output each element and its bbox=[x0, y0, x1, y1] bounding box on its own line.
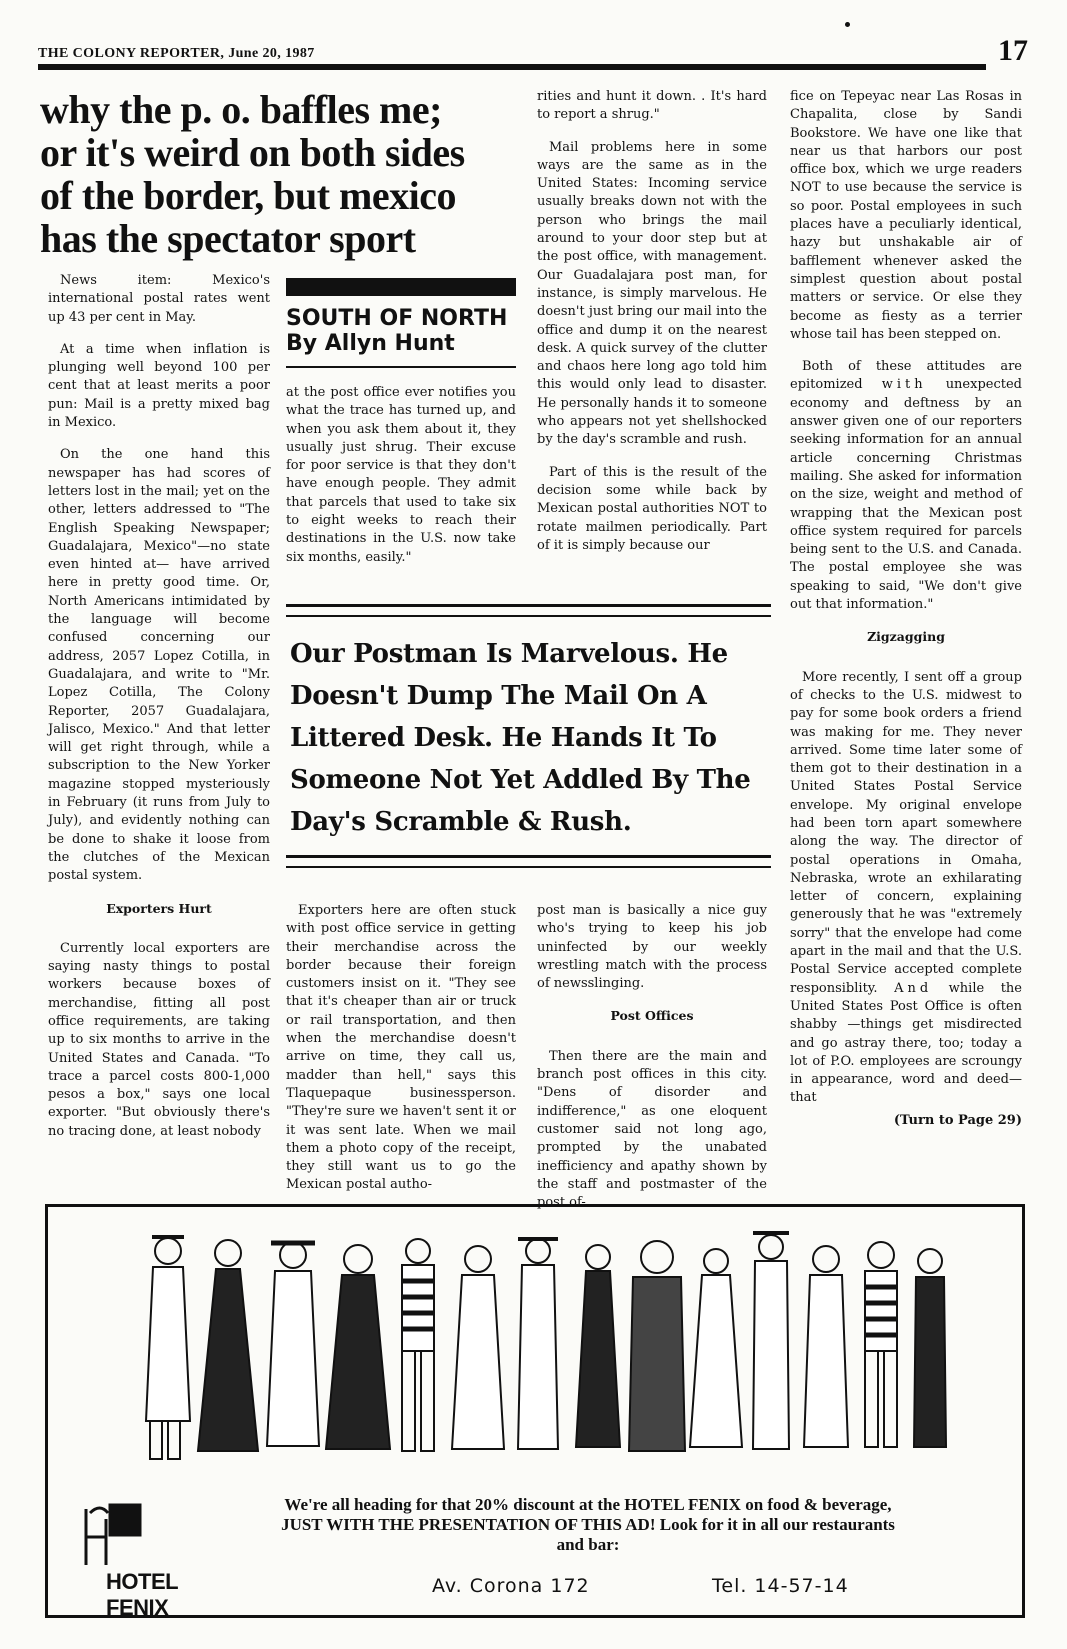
paragraph: At a time when inflation is plunging well beyond 100 per cent that at least merits a poor pun: Mail is a pretty mixed bag in Mexico. bbox=[48, 341, 270, 431]
article-column-2 bbox=[286, 384, 516, 581]
article-column-1 bbox=[48, 272, 270, 1155]
text-run: with bbox=[881, 377, 927, 393]
ad-copy-line: JUST WITH THE PRESENTATION OF THIS AD! Look for it in all our restaurants bbox=[281, 1515, 895, 1534]
paragraph: Mail problems here in some ways are the same as in the United States: Incoming service usually breaks down not with the person who brings the mail around to your door step but at the post office, with management. Our Guadalajara post man, for instance, is simply marvelous. He doesn't just bring our mail into the office and dump it on the nearest desk. A quick survey of the clutter and chaos here long ago told him this would only lead to disaster. He personally hands it to someone who appears not yet shellshocked by the day's scramble and rush. bbox=[537, 139, 767, 448]
paragraph: rities and hunt it down. . It's hard to report a shrug." bbox=[537, 89, 767, 123]
paragraph: post man is basically a nice guy who's trying to keep his job uninfected by our weekly wrestling match with the process of newsslinging. bbox=[537, 903, 767, 992]
paragraph: Then there are the main and branch post offices in this city. "Dens of disorder and indifference," as one eloquent customer said not long ago, prompted by the unabated inefficiency and apathy shown by the staff and postmaster of the post of- bbox=[537, 1048, 767, 1211]
running-title: THE COLONY REPORTER, June 20, 1987 bbox=[38, 46, 315, 61]
paragraph bbox=[790, 669, 1022, 1108]
hotel-fenix-logo-name: HOTEL FENIX bbox=[106, 1569, 178, 1620]
ad-illustration-crowd bbox=[128, 1221, 948, 1471]
figure bbox=[753, 1233, 789, 1449]
text-run: And bbox=[894, 980, 933, 996]
ad-telephone: Tel. 14-57-14 bbox=[712, 1575, 849, 1597]
article-column-4 bbox=[790, 88, 1022, 1130]
pull-quote-rule bbox=[286, 604, 771, 607]
pull-quote-rule bbox=[286, 866, 771, 868]
figure bbox=[576, 1245, 620, 1447]
text-run: More recently, I sent off a group of checks to the U.S. midwest to pay for some book orders a friend was making for me. They never arrived. Some time later some of them got to their destination in a United States Postal Service envelope. My original envelope had been torn apart somewhere along the way. The director of postal operations in Omaha, Nebraska, wrote an exhilarating letter of concern, explaining generously that he was "extremely sorry" that the envelope had come apart in the mail and that the U.S. Postal Service accepted complete responsiblity. bbox=[790, 669, 1022, 996]
figure bbox=[804, 1246, 848, 1447]
figure bbox=[198, 1240, 258, 1451]
byline: By Allyn Hunt bbox=[286, 331, 455, 356]
paragraph: at the post office ever notifies you what the trace has turned up, and when you ask them about it, they usually just shrug. Their excuse for poor service is that they don't have enough people. They admit that parcels that used to take six to eight weeks to reach their destinations in the U.S. now take six months, easily." bbox=[286, 385, 516, 565]
figure bbox=[326, 1245, 390, 1449]
figure bbox=[452, 1246, 504, 1449]
text-run: Both of these attitudes are epitomized bbox=[790, 359, 1022, 393]
hotel-fenix-advertisement bbox=[45, 1204, 1025, 1618]
figure bbox=[690, 1249, 742, 1447]
article-column-3 bbox=[537, 88, 767, 569]
pull-quote-rule bbox=[286, 855, 771, 858]
figure bbox=[146, 1237, 190, 1459]
figure bbox=[402, 1239, 434, 1451]
paragraph: On the one hand this newspaper has had scores of letters lost in the mail; yet on the other, letters addressed to "The English Speaking Newspaper; Guadalajara, Mexico"—no state even hinted at— have arrived here in pretty good time. Or, North Americans intimidated by the language will become confused concerning our address, 2057 Lopez Cotilla, in Guadalajara, and write to "Mr. Lopez Cotilla, The Colony Reporter, 2057 Guadalajara, Jalisco, Mexico." And that letter will get right through, while a subscription to the New Yorker magazine stopped mysteriously in February (it runs from July to July), and evidently nothing can be done to shake it loose from the clutches of the Mexican postal system. bbox=[48, 447, 270, 884]
paragraph: Exporters here are often stuck with post office service in getting their merchandise across the border because their foreign customers insist on it. "They see that it's cheaper than air or truck or rail transportation, and then when the merchandise doesn't arrive on time, they call us, madder than hell," says this Tlaquepaque businessperson. "They're sure we haven't sent it or it was sent late. When we mail them a photo copy of the receipt, they still want us to go the Mexican postal autho- bbox=[286, 903, 516, 1193]
column-byline-box bbox=[286, 278, 516, 368]
figure bbox=[267, 1242, 319, 1446]
jump-line: (Turn to Page 29) bbox=[893, 1112, 1022, 1128]
byline-bottom-rule bbox=[286, 366, 516, 368]
pull-quote-text: Our Postman Is Marvelous. He Doesn't Dump The Mail On A Littered Desk. He Hands It To Someone Not Yet Addled By The Day's Scramble & Rush. bbox=[290, 639, 751, 837]
byline-top-rule bbox=[286, 278, 516, 296]
paragraph: News item: Mexico's international postal rates went up 43 per cent in May. bbox=[48, 273, 270, 325]
subhead-zigzagging: Zigzagging bbox=[867, 629, 945, 645]
print-speck bbox=[845, 22, 850, 27]
subhead-post-offices: Post Offices bbox=[610, 1008, 694, 1024]
ad-copy-line: and bar: bbox=[556, 1535, 620, 1554]
header-rule bbox=[38, 64, 986, 70]
text-run: while the United States Post Office is often shabby —things get misdirected and go astray there, too; today a lot of P.O. employees are scroungy in appearance, word and deed— that bbox=[790, 980, 1022, 1106]
page-number: 17 bbox=[998, 34, 1028, 67]
figure bbox=[865, 1242, 897, 1447]
paragraph bbox=[790, 358, 1022, 614]
ad-copy-line: We're all heading for that 20% discount at the HOTEL FENIX on food & beverage, bbox=[284, 1495, 892, 1514]
ad-copy bbox=[198, 1495, 978, 1555]
paragraph: Part of this is the result of the decision some while back by Mexican postal authorities NOT to rotate mailmen periodically. Part of it is simply because our bbox=[537, 464, 767, 553]
article-column-6 bbox=[537, 902, 767, 1226]
phoenix-emblem-icon bbox=[76, 1499, 146, 1569]
pull-quote bbox=[286, 604, 771, 868]
page-header bbox=[38, 36, 1028, 70]
paragraph: fice on Tepeyac near Las Rosas in Chapalita, close by Sandi Bookstore. We have one like that near us that harbors our post office box, which we urge readers NOT to use because the service is so poor. Postal employees in such places have a peculiarly identical, hazy but unshakable air of bafflement whenever asked the simplest question about postal matters or service. Or else they become as fiesty as a terrier whose tail has been stepped on. bbox=[790, 89, 1022, 342]
column-title: SOUTH OF NORTH bbox=[286, 306, 508, 331]
figure bbox=[629, 1241, 685, 1451]
paragraph: Currently local exporters are saying nasty things to postal workers because boxes of merchandise, fitting all post office requirements, are taking up to six months to arrive in the United States and Canada. "To trace a parcel costs 800-1,000 pesos a box," says one local exporter. "But obviously there's no tracing done, at least nobody bbox=[48, 940, 270, 1139]
ad-address: Av. Corona 172 bbox=[432, 1575, 590, 1597]
subhead-exporters-hurt: Exporters Hurt bbox=[106, 900, 212, 916]
text-run: unexpected economy and deftness by an answer given one of our reporters seeking information for an annual article concerning Christmas mailing. She asked for information on the size, weight and method of wrapping that the Mexican post office system required for parcels being sent to the U.S. and Canada. The postal employee she was speaking to said, "We don't give out that information." bbox=[790, 377, 1022, 613]
figure bbox=[914, 1249, 946, 1447]
figure bbox=[518, 1239, 558, 1449]
article-column-5 bbox=[286, 902, 516, 1209]
article-headline: why the p. o. baffles me; or it's weird on both sides of the border, but mexico has the spectator sport bbox=[40, 87, 465, 261]
